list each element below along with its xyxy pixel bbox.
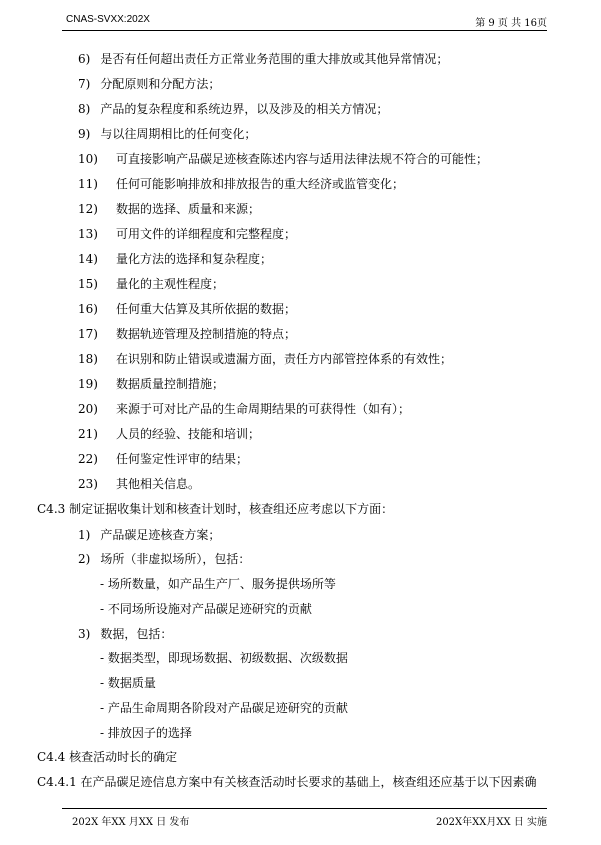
list-item-text: 任何鉴定性评审的结果； [115,452,248,466]
list-item-number: 10) [78,152,98,166]
dash-bullet: - [100,651,108,665]
sub-list-item-text: 排放因子的选择 [107,726,192,740]
list-item-text: 来源于可对比产品的生命周期结果的可获得性（如有）； [115,402,410,416]
list-item [78,151,488,167]
list-item [78,251,272,267]
dash-bullet: - [100,701,108,715]
list-item [78,626,172,642]
list-item-text: 数据的选择、质量和来源； [115,202,260,216]
list-item-text: 在识别和防止错误或遗漏方面，责任方内部管控体系的有效性； [115,352,452,366]
list-item-number: 8) [78,102,91,116]
list-item-number: 2) [78,552,91,566]
sub-list-item-text: 场所数量，如产品生产厂、服务提供场所等 [107,577,336,591]
dash-bullet: - [100,726,108,740]
dash-bullet: - [100,602,108,616]
list-item-number: 19) [78,377,98,391]
list-item-number: 3) [78,627,91,641]
sub-list-item-text: 产品生命周期各阶段对产品碳足迹研究的贡献 [107,701,348,715]
list-item-number: 14) [78,252,98,266]
list-item [78,51,448,67]
list-item [78,201,260,217]
list-item [78,527,220,543]
list-item-text: 产品的复杂程度和系统边界，以及涉及的相关方情况； [100,102,389,116]
list-item-number: 18) [78,352,98,366]
list-item-text: 分配原则和分配方法； [100,77,221,91]
list-item-number: 1) [78,528,91,542]
list-item-text: 任何重大估算及其所依据的数据； [115,302,296,316]
list-item-number: 12) [78,202,98,216]
page-footer [62,808,547,829]
list-item-text: 人员的经验、技能和培训； [115,427,260,441]
list-item [78,126,256,142]
sub-list-item [100,725,192,741]
page-header [62,12,547,31]
publish-date: 202X 年XX 月XX 日 发布 [72,817,190,828]
list-item [78,401,410,417]
list-item-text: 是否有任何超出责任方正常业务范围的重大排放或其他异常情况； [100,52,449,66]
list-item-text: 可直接影响产品碳足迹核查陈述内容与适用法律法规不符合的可能性； [115,152,488,166]
list-item-text: 与以往周期相比的任何变化； [100,127,257,141]
list-item [78,226,296,242]
list-item-text: 数据，包括： [100,627,173,641]
list-item-number: 11) [78,177,98,191]
sub-list-item [100,601,312,617]
list-item-text: 其他相关信息。 [115,477,200,491]
page-number: 第 9 页 共 16页 [475,18,547,29]
sub-list-item [100,675,156,691]
list-item [78,351,452,367]
sub-list-item-text: 数据类型，即现场数据、初级数据、次级数据 [107,651,348,665]
list-item-number: 6) [78,52,91,66]
implement-date: 202X年XX月XX 日 实施 [435,817,547,828]
sub-list-item [100,700,348,716]
list-item [78,101,388,117]
sub-list-item-text: 不同场所设施对产品碳足迹研究的贡献 [107,602,312,616]
list-item-number: 23) [78,477,98,491]
list-item-text: 可用文件的详细程度和完整程度； [115,227,296,241]
list-item [78,426,260,442]
sub-list-item [100,650,348,666]
list-item-text: 场所（非虚拟场所），包括： [100,552,251,566]
list-item [78,376,224,392]
document-code: CNAS-SVXX:202X [66,14,150,25]
list-item [78,76,220,92]
list-item-number: 17) [78,327,98,341]
list-item-number: 20) [78,402,98,416]
list-item-number: 22) [78,452,98,466]
paragraph-c4-4-1: C4.4.1 在产品碳足迹信息方案中有关核查活动时长要求的基础上，核查组还应基于以下因素确 [37,775,537,789]
list-item-text: 数据轨迹管理及控制措施的特点； [115,327,296,341]
list-item [78,476,200,492]
list-item [78,276,224,292]
list-item [78,176,404,192]
dash-bullet: - [100,577,108,591]
list-item-text: 数据质量控制措施； [115,377,224,391]
list-item [78,451,248,467]
list-item-number: 15) [78,277,98,291]
list-item-number: 16) [78,302,98,316]
list-item-number: 13) [78,227,98,241]
list-item [78,326,296,342]
section-heading-c4-4: C4.4 核查活动时长的确定 [37,750,178,764]
dash-bullet: - [100,676,108,690]
list-item-number: 9) [78,127,91,141]
list-item [78,301,296,317]
list-item-text: 产品碳足迹核查方案； [100,528,221,542]
list-item-text: 量化的主观性程度； [115,277,224,291]
list-item-text: 任何可能影响排放和排放报告的重大经济或监管变化； [115,177,404,191]
section-heading-c4-3: C4.3 制定证据收集计划和核查计划时，核查组还应考虑以下方面： [37,502,394,516]
sub-list-item [100,576,336,592]
list-item [78,551,250,567]
sub-list-item-text: 数据质量 [107,676,156,690]
list-item-number: 7) [78,77,91,91]
list-item-text: 量化方法的选择和复杂程度； [115,252,272,266]
list-item-number: 21) [78,427,98,441]
